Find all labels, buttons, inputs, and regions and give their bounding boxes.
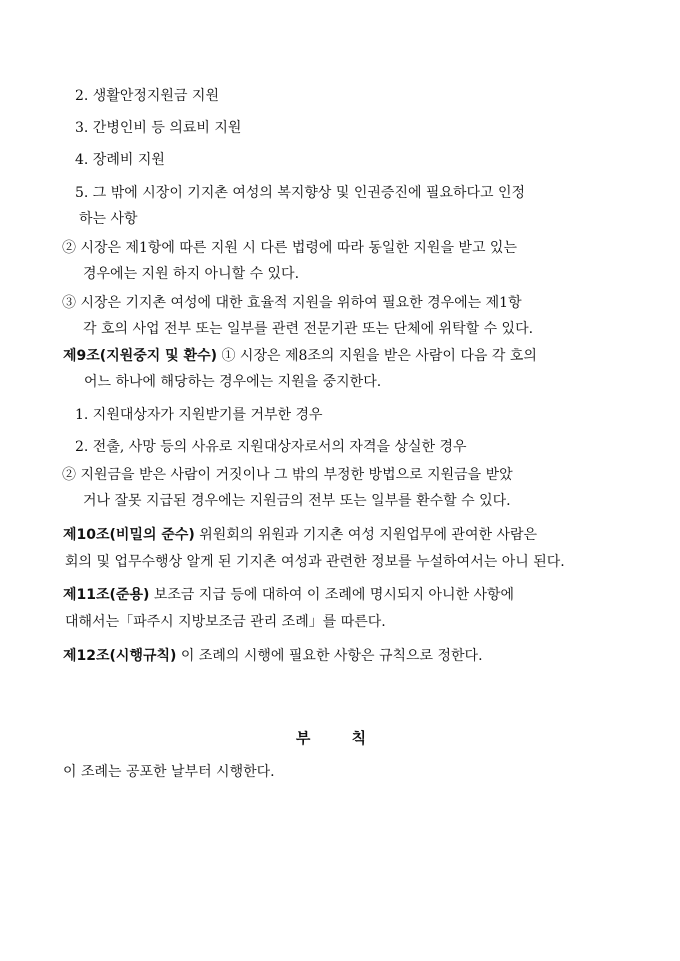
paragraph-line: 거나 잘못 지급된 경우에는 지원금의 전부 또는 일부를 환수할 수 있다. <box>83 493 511 509</box>
article-text: ① 시장은 제8조의 지원을 받은 사람이 다음 각 호의 <box>217 348 537 364</box>
list-item: 5. 그 밖에 시장이 기지촌 여성의 복지향상 및 인권증진에 필요하다고 인정 <box>75 185 526 201</box>
paragraph-line: ② 시장은 제1항에 따른 지원 시 다른 법령에 따라 동일한 지원을 받고 있는 <box>62 240 517 256</box>
list-item: 2. 생활안정지원금 지원 <box>75 88 219 104</box>
article-heading: 제12조(시행규칙) <box>63 648 177 664</box>
article-text: 이 조례의 시행에 필요한 사항은 규칙으로 정한다. <box>176 648 483 664</box>
paragraph-line: 회의 및 업무수행상 알게 된 기지촌 여성과 관련한 정보를 누설하여서는 아니 된다. <box>65 554 565 570</box>
addendum-title: 부 칙 <box>295 729 385 747</box>
article-10-line <box>63 525 537 545</box>
paragraph-line: 어느 하나에 해당하는 경우에는 지원을 중지한다. <box>84 374 382 390</box>
list-item-continuation: 하는 사항 <box>79 211 138 227</box>
article-9-line <box>63 346 537 366</box>
paragraph-line: 대해서는「파주시 지방보조금 관리 조례」를 따른다. <box>65 614 386 630</box>
list-item: 3. 간병인비 등 의료비 지원 <box>75 120 242 136</box>
paragraph-line: ③ 시장은 기지촌 여성에 대한 효율적 지원을 위하여 필요한 경우에는 제1항 <box>62 295 522 311</box>
list-item: 4. 장례비 지원 <box>75 152 165 168</box>
article-heading: 제10조(비밀의 준수) <box>63 527 195 543</box>
paragraph-line: 경우에는 지원 하지 아니할 수 있다. <box>83 266 300 282</box>
list-item: 1. 지원대상자가 지원받기를 거부한 경우 <box>75 407 323 423</box>
list-item: 2. 전출, 사망 등의 사유로 지원대상자로서의 자격을 상실한 경우 <box>75 439 467 455</box>
paragraph-line: 각 호의 사업 전부 또는 일부를 관련 전문기관 또는 단체에 위탁할 수 있다. <box>83 321 534 337</box>
article-11-line <box>63 585 514 605</box>
article-text: 위원회의 위원과 기지촌 여성 지원업무에 관여한 사람은 <box>194 527 538 543</box>
paragraph-line: ② 지원금을 받은 사람이 거짓이나 그 밖의 부정한 방법으로 지원금을 받았 <box>62 467 513 483</box>
article-text: 보조금 지급 등에 대하여 이 조례에 명시되지 아니한 사항에 <box>149 587 515 603</box>
article-heading: 제11조(준용) <box>63 587 150 603</box>
addendum-text: 이 조례는 공포한 날부터 시행한다. <box>63 764 275 780</box>
article-12-line <box>63 646 483 666</box>
article-heading: 제9조(지원중지 및 환수) <box>63 348 218 364</box>
